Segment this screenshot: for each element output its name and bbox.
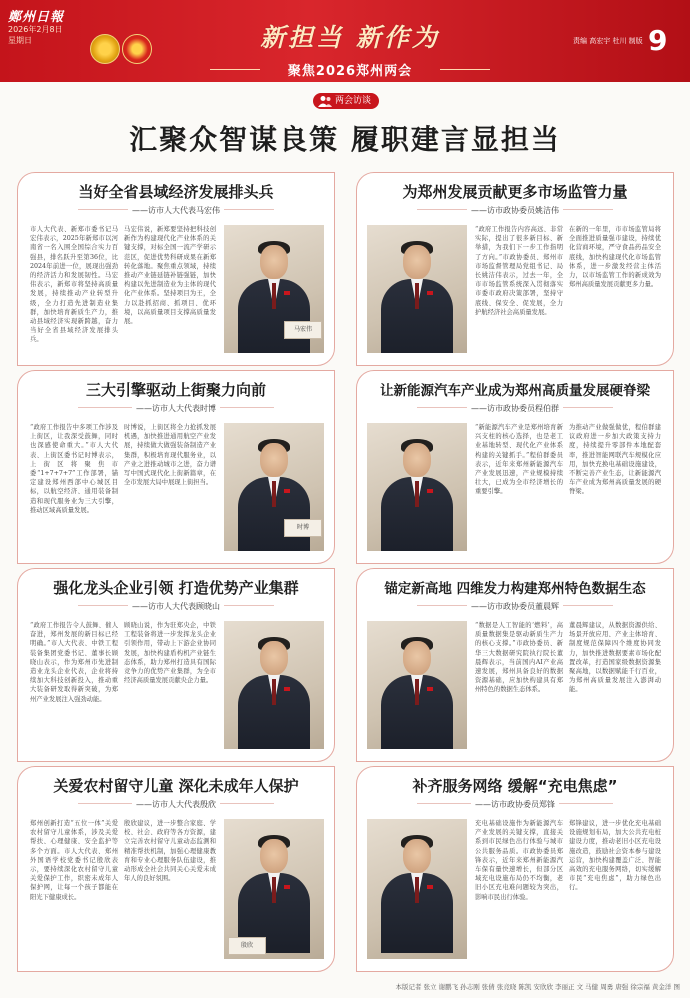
main-headline: 汇聚众智谋良策 履职建言显担当: [129, 123, 561, 156]
paper-logo: 鄭州日報: [8, 10, 65, 25]
article-body-col2: 殷欣建议，进一步整合家庭、学校、社会、政府等各方资源，建立完善农村留守儿童动态监测和精准帮扶机制，加强心理健康教育和专业心理服务队伍建设，推动形成全社会共同关心关爱未成年人的良好氛围。: [124, 820, 216, 883]
issue-weekday: 星期日: [8, 36, 32, 45]
article-subtitle: ——访市政协委员程伯群: [357, 403, 673, 414]
article-title: 让新能源汽车产业成为郑州高质量发展硬脊梁: [380, 383, 650, 399]
article-card: [17, 172, 335, 366]
article-title: 锚定新高地 四维发力构建郑州特色数据生态: [384, 581, 646, 597]
article-subtitle: ——访市政协委员董晨辉: [357, 601, 673, 612]
article-title: 强化龙头企业引领 打造优势产业集群: [53, 579, 299, 597]
article-body-col2: 为推动产业做强做优，程伯群建议政府进一步加大政策支持力度，持续提升零部件本地配套率，推进智能网联汽车规模化应用，加快充换电基础设施建设，不断完善产业生态，让新能源汽车产业成为郑州高质量发展的硬脊梁。: [569, 424, 661, 496]
nameplate: 殷欣: [228, 937, 266, 955]
column-badge-label: 两会访谈: [335, 96, 372, 106]
column-badge: [313, 93, 379, 109]
article-body-col2: 董晨辉建议，从数据资源供给、场景开放应用、产业主体培育、制度规范保障四个维度协同发力，加快推进数据要素市场化配置改革，打造国家级数据资源集聚高地，以数据赋能千行百业，为郑州高质量发展注入澎湃动能。: [569, 622, 661, 694]
article-body-col1: “政府工作报告内容高远、非常实际，提出了很多新目标、新举措，为我们下一步工作指明了方向。”市政协委员、郑州市市场监督管理局党组书记、局长姚洁伟表示，过去一年，全市市场监管系统深入贯彻落实市委市政府决策部署，坚持守底线、保安全、促发展，全力护航经济社会高质量发展。: [475, 226, 563, 316]
slogan: 新担当 新作为: [260, 23, 440, 52]
portrait-photo: [367, 621, 467, 749]
banner-divider-left: [210, 69, 260, 70]
article-card: [17, 568, 335, 762]
article-body-col1: 充电基础设施作为新能源汽车产业发展的关键支撑，直接关系到市民绿色出行体验与城市公共服务品质。市政协委员郑锋表示，近年来郑州新能源汽车保有量快速增长，但部分区域充电设施布局仍不均衡，老旧小区充电难问题较为突出，影响市民出行体验。: [475, 820, 563, 901]
article-title: 补齐服务网络 缓解“充电焦虑”: [412, 777, 618, 795]
article-body-col2: 顾晓山说，作为驻郑央企，中铁工程装备将进一步发挥龙头企业引领作用，带动上下游企业协同发展，加快构建盾构机产业链生态体系，助力郑州打造具有国际竞争力的优势产业集群，为全市经济高质量发展贡献央企力量。: [124, 622, 216, 685]
masthead: [0, 0, 690, 82]
article-body-col1: “新能源汽车产业是郑州培育新兴支柱的核心选择，也是老工业基地转型、现代化产业体系构建的关键抓手。”程伯群委员表示，近年来郑州新能源汽车产业发展迅速，产业规模持续壮大，已成为全市经济增长的重要引擎。: [475, 424, 563, 496]
article-card: [356, 370, 674, 564]
article-title: 为郑州发展贡献更多市场监管力量: [402, 183, 628, 201]
article-body-col2: 时博说，上街区将全力抢抓发展机遇，加快推进通用航空产业发展，持续做大做强装备制造产业集群，积极培育现代服务业，以产业之进推动城市之进，奋力谱写中国式现代化上街新篇章，在全市发展大局中展现上街担当。: [124, 424, 216, 487]
section-editors: 责编 高宏宇 杜川 制版: [573, 37, 643, 45]
article-body-col1: 市人大代表、新郑市委书记马宏伟表示，2025年新郑市以河南省一名入围全国综合实力百强县，排名跃升至第36位，比2024年前进一位，展现出强劲的经济活力和发展韧性。马宏伟表示，新郑市将坚持高质量发展，持续推动产业转型升级，全力打造先进制造业集群，加快培育新质生产力，推动县域经济实现新跨越，奋力当好全省县域经济发展排头兵。: [30, 226, 118, 344]
article-card: [17, 766, 335, 972]
article-body-col1: “数据是人工智能的‘燃料’，高质量数据集是驱动新质生产力的核心支撑。”市政协委员、新华三大数据研究院执行院长董晨辉表示，当前国内AI产业高速发展，郑州具备良好的数据资源基础，应加快构建具有郑州特色的数据生态体系。: [475, 622, 563, 694]
portrait-photo: [367, 819, 467, 959]
portrait-photo: [367, 423, 467, 551]
article-title: 三大引擎驱动上街聚力向前: [85, 381, 266, 399]
portrait-photo: [224, 225, 324, 353]
article-title: 当好全省县域经济发展排头兵: [78, 183, 274, 201]
national-emblem-icon: [122, 34, 152, 64]
staff-byline: 本版记者 张立 谢鹏飞 孙志刚 张倩 张竞晓 陈凯 安欣欣 李丽正 文 马健 周勇 唐强 徐宗福 黄金洋 图: [395, 983, 680, 991]
article-body-col1: 郑州创新打造“五位一体”关爱农村留守儿童体系，涉及关爱帮扶、心理健康、安全监护等多个方面。市人大代表、郑州外国语学校党委书记殷欣表示，要持续深化农村留守儿童关爱保护工作，织密未成年人保护网，让每一个孩子都能在阳光下健康成长。: [30, 820, 118, 901]
article-body-col1: “政府工作报告中多项工作涉及上街区，让我深受鼓舞，同时也深感使命重大。”市人大代表、上街区委书记时博表示，上街区将聚焦市委“1+7+7+7”工作部署，锚定建设郑州西部中心城区目标，以航空经济、通用装备制造和现代服务业为三大引擎，推动区域高质量发展。: [30, 424, 118, 514]
page-number: 9: [648, 24, 668, 57]
article-subtitle: ——访市人大代表马宏伟: [18, 205, 334, 216]
portrait-photo: [367, 225, 467, 353]
article-subtitle: ——访市政协委员郑锋: [357, 799, 673, 810]
article-card: [356, 172, 674, 366]
article-subtitle: ——访市政协委员姚洁伟: [357, 205, 673, 216]
portrait-photo: [224, 423, 324, 551]
article-card: [17, 370, 335, 564]
article-card: [356, 766, 674, 972]
article-subtitle: ——访市人大代表殷欣: [18, 799, 334, 810]
article-body-col2: 在新的一年里，市市场监管局将全面推进质量强市建设，持续优化营商环境，严守食品药品安全底线，加快构建现代化市场监管体系，进一步激发经营主体活力，以市场监管工作的新成效为郑州高质量发展贡献更多力量。: [569, 226, 661, 289]
banner-divider-right: [440, 69, 490, 70]
article-subtitle: ——访市人大代表顾晓山: [18, 601, 334, 612]
party-emblem-icon: [90, 34, 120, 64]
issue-date: 2026年2月8日: [8, 25, 63, 34]
article-subtitle: ——访市人大代表时博: [18, 403, 334, 414]
portrait-photo: [224, 621, 324, 749]
article-body-col2: 马宏伟说，新郑要坚持把科技创新作为构建现代化产业体系的关键支撑，对标全国一流产学研示范区，促进优势科研成果在新郑转化落地。聚焦重点领域，持续推动产业链延链补链强链，加快构建以先进制造业为主体的现代化产业体系。坚持项目为王，全力以赴抓招商、抓项目、优环境，以高质量项目支撑高质量发展。: [124, 226, 216, 326]
portrait-photo: [224, 819, 324, 959]
article-body-col2: 郑锋建议，进一步优化充电基础设施规划布局，加大公共充电桩建设力度，推动老旧小区充电设施改造，鼓励社会资本参与建设运营，加快构建覆盖广泛、智能高效的充电服务网络，切实缓解市民“充电焦虑”，助力绿色出行。: [569, 820, 661, 892]
nameplate: 马宏伟: [284, 321, 322, 339]
article-card: [356, 568, 674, 762]
topic-banner: 聚焦2026郑州两会: [287, 64, 413, 79]
article-title: 关爱农村留守儿童 深化未成年人保护: [53, 777, 299, 795]
nameplate: 时博: [284, 519, 322, 537]
article-body-col1: “政府工作报告令人鼓舞、催人奋进，郑州发展的新目标已经明确。”市人大代表、中铁工程装备集团党委书记、董事长顾晓山表示，作为郑州市先进制造业龙头企业代表，企业将持续加大科技创新投入，推动重大装备研发取得新突破，为郑州产业发展注入强劲动能。: [30, 622, 118, 703]
people-icon: [318, 95, 332, 107]
